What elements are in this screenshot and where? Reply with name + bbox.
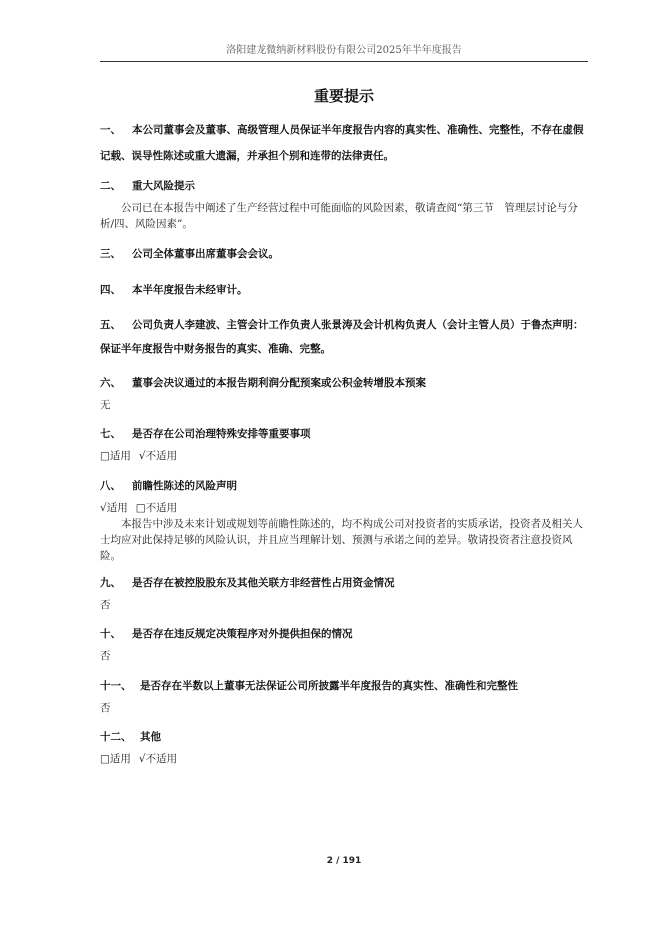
section-heading: 重大风险提示	[132, 180, 195, 192]
section-body: 否	[100, 599, 111, 611]
section-8	[100, 472, 590, 564]
section-number: 九、	[100, 577, 121, 589]
section-10	[100, 620, 590, 664]
option-not-applicable: √不适用	[138, 450, 178, 462]
section-number: 二、	[100, 180, 121, 192]
section-heading: 董事会决议通过的本报告期利润分配预案或公积金转增股本预案	[132, 377, 426, 389]
option-not-applicable: □不适用	[135, 502, 178, 514]
section-number: 十一、	[100, 680, 132, 692]
section-heading: 其他	[140, 731, 161, 743]
section-heading: 公司负责人李建波、主管会计工作负责人张景涛及会计机构负责人（会计主管人员）于鲁杰声明：保证半年度报告中财务报告的真实、准确、完整。	[100, 319, 584, 355]
section-heading: 前瞻性陈述的风险声明	[132, 480, 237, 492]
running-header: 洛阳建龙微纳新材料股份有限公司2025年半年度报告	[226, 45, 462, 56]
section-heading: 是否存在公司治理特殊安排等重要事项	[132, 428, 311, 440]
option-applicable: √适用	[100, 502, 128, 514]
applicability-options	[100, 448, 590, 464]
section-heading: 是否存在违反规定决策程序对外提供担保的情况	[132, 628, 353, 640]
section-5	[100, 313, 590, 361]
section-number: 一、	[100, 124, 121, 136]
section-11	[100, 672, 590, 716]
section-number: 七、	[100, 428, 121, 440]
applicability-options	[100, 500, 590, 516]
section-body: 公司已在本报告中阐述了生产经营过程中可能面临的风险因素，敬请查阅“第三节 管理层讨论与分析/四、风险因素”。	[100, 202, 578, 230]
option-applicable: □适用	[100, 450, 131, 462]
section-6	[100, 369, 590, 413]
section-3	[100, 240, 590, 268]
option-applicable: □适用	[100, 753, 131, 765]
section-heading: 是否存在被控股股东及其他关联方非经营性占用资金情况	[132, 577, 395, 589]
option-not-applicable: √不适用	[138, 753, 178, 765]
section-heading: 公司全体董事出席董事会会议。	[132, 248, 279, 260]
section-heading: 本半年度报告未经审计。	[132, 284, 248, 296]
section-12	[100, 723, 590, 767]
page-number: 2 / 191	[326, 856, 362, 866]
section-body: 本报告中涉及未来计划或规划等前瞻性陈述的，均不构成公司对投资者的实质承诺，投资者及相关人士均应对此保持足够的风险认识，并且应当理解计划、预测与承诺之间的差异。敬请投资者注意投资风险。	[100, 518, 583, 562]
section-7	[100, 420, 590, 464]
section-number: 十、	[100, 628, 121, 640]
section-number: 四、	[100, 284, 121, 296]
applicability-options	[100, 751, 590, 767]
section-number: 五、	[100, 319, 121, 331]
section-9	[100, 569, 590, 613]
section-number: 八、	[100, 480, 121, 492]
header-divider	[100, 61, 588, 62]
section-number: 十二、	[100, 731, 132, 743]
section-body: 否	[100, 650, 111, 662]
section-number: 三、	[100, 248, 121, 260]
page-title: 重要提示	[313, 87, 374, 105]
section-body: 无	[100, 399, 111, 411]
section-heading: 本公司董事会及董事、高级管理人员保证半年度报告内容的真实性、准确性、完整性，不存在虚假记载、误导性陈述或重大遗漏，并承担个别和连带的法律责任。	[100, 124, 584, 162]
section-number: 六、	[100, 377, 121, 389]
section-body: 否	[100, 702, 111, 714]
section-2	[100, 172, 590, 232]
section-heading: 是否存在半数以上董事无法保证公司所披露半年度报告的真实性、准确性和完整性	[140, 680, 518, 692]
section-4	[100, 276, 590, 304]
section-1	[100, 117, 590, 169]
